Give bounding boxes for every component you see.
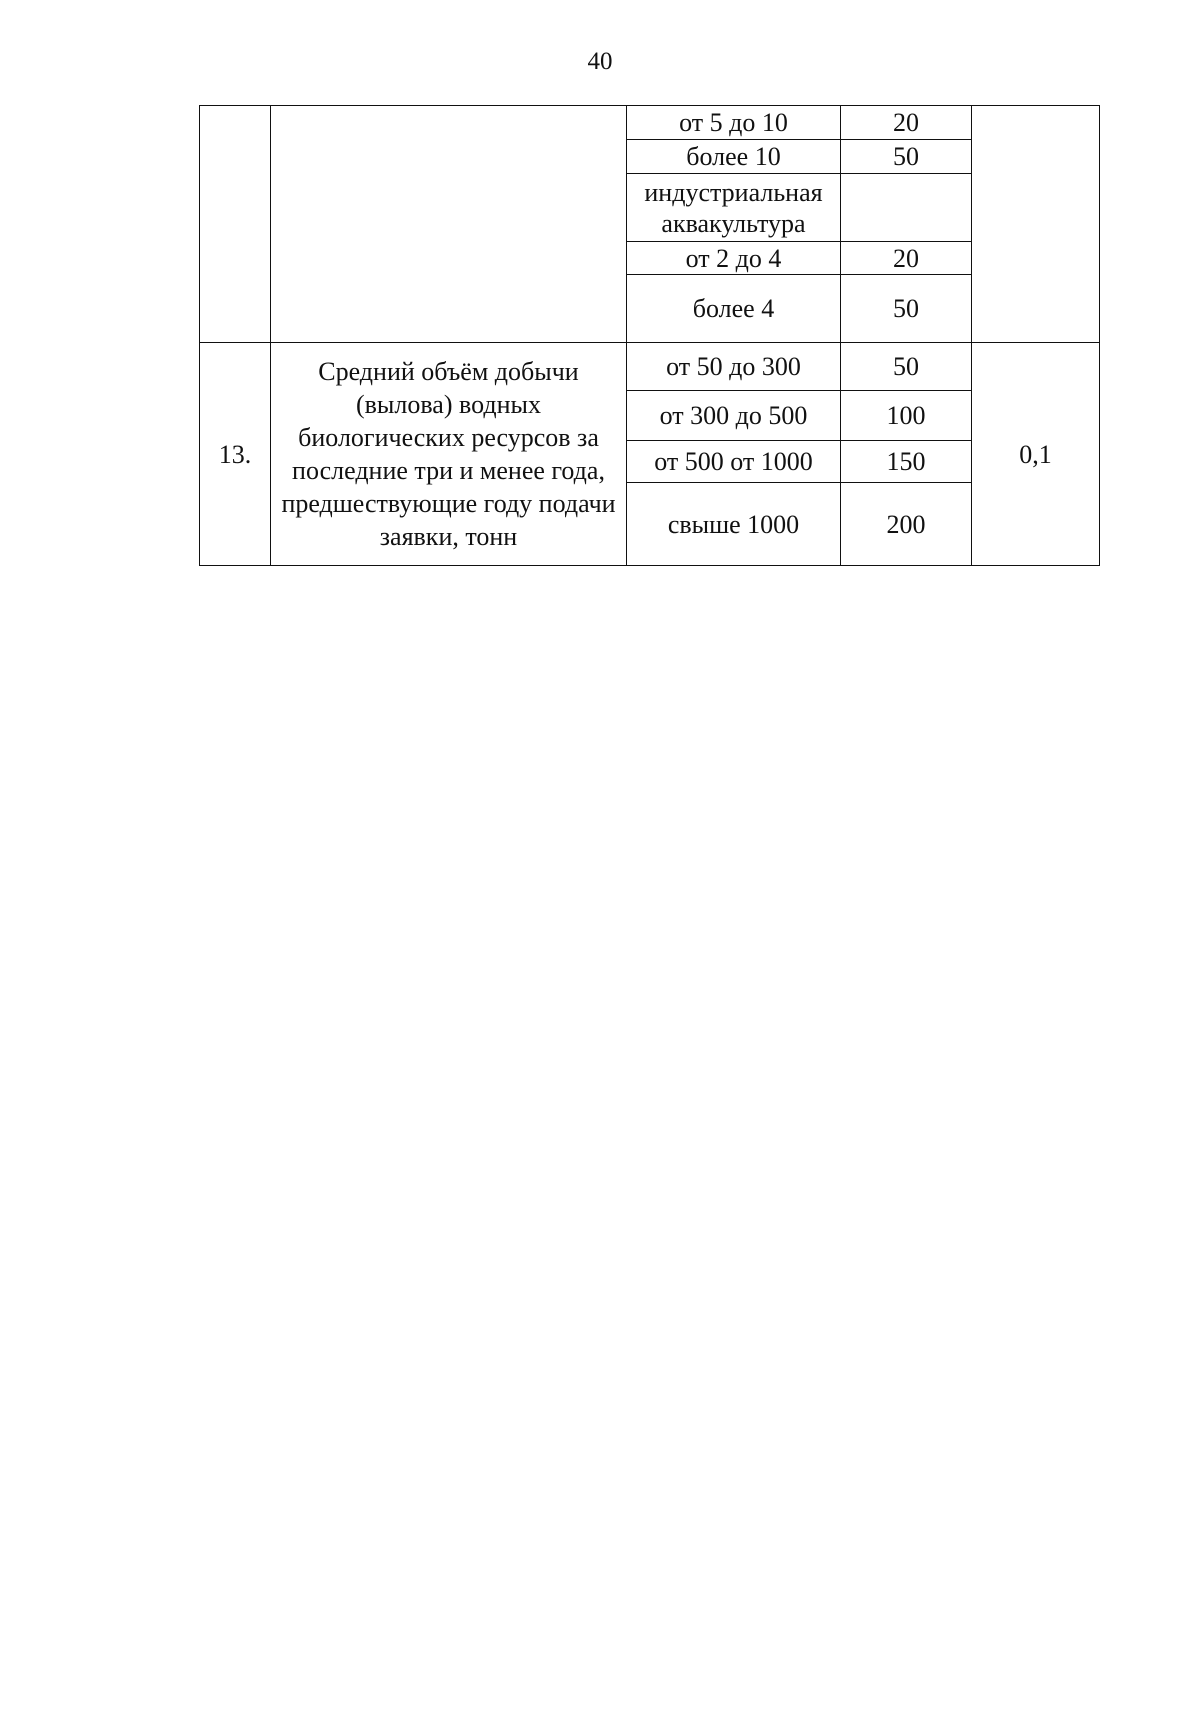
table-row bbox=[200, 343, 1100, 391]
range-cell: свыше 1000 bbox=[627, 483, 841, 566]
table-row bbox=[200, 106, 1100, 140]
score-cell: 50 bbox=[841, 275, 972, 343]
range-cell: от 5 до 10 bbox=[627, 106, 841, 140]
score-cell: 20 bbox=[841, 242, 972, 275]
range-cell: более 10 bbox=[627, 140, 841, 174]
range-cell: от 500 от 1000 bbox=[627, 441, 841, 483]
criterion-parameter: Средний объём добычи (вылова) водных биологических ресурсов за последние три и менее года, предшествующие году подачи заявки, тонн bbox=[271, 343, 627, 566]
range-cell: от 2 до 4 bbox=[627, 242, 841, 275]
score-cell: 150 bbox=[841, 441, 972, 483]
criterion-coefficient: 0,1 bbox=[972, 343, 1100, 566]
range-cell: от 50 до 300 bbox=[627, 343, 841, 391]
parameter-cell-empty bbox=[271, 106, 627, 343]
number-cell-empty bbox=[200, 106, 271, 343]
score-cell: 100 bbox=[841, 391, 972, 441]
coefficient-cell-empty bbox=[972, 106, 1100, 343]
page-number: 40 bbox=[587, 48, 613, 75]
score-cell: 50 bbox=[841, 140, 972, 174]
score-cell: 200 bbox=[841, 483, 972, 566]
range-cell: от 300 до 500 bbox=[627, 391, 841, 441]
score-cell: 20 bbox=[841, 106, 972, 140]
score-cell: 50 bbox=[841, 343, 972, 391]
range-cell: индустриальная аквакультура bbox=[627, 174, 841, 242]
criterion-number: 13. bbox=[200, 343, 271, 566]
criteria-table bbox=[199, 105, 1100, 566]
score-cell bbox=[841, 174, 972, 242]
range-cell: более 4 bbox=[627, 275, 841, 343]
criteria-table-wrapper bbox=[199, 105, 1100, 566]
